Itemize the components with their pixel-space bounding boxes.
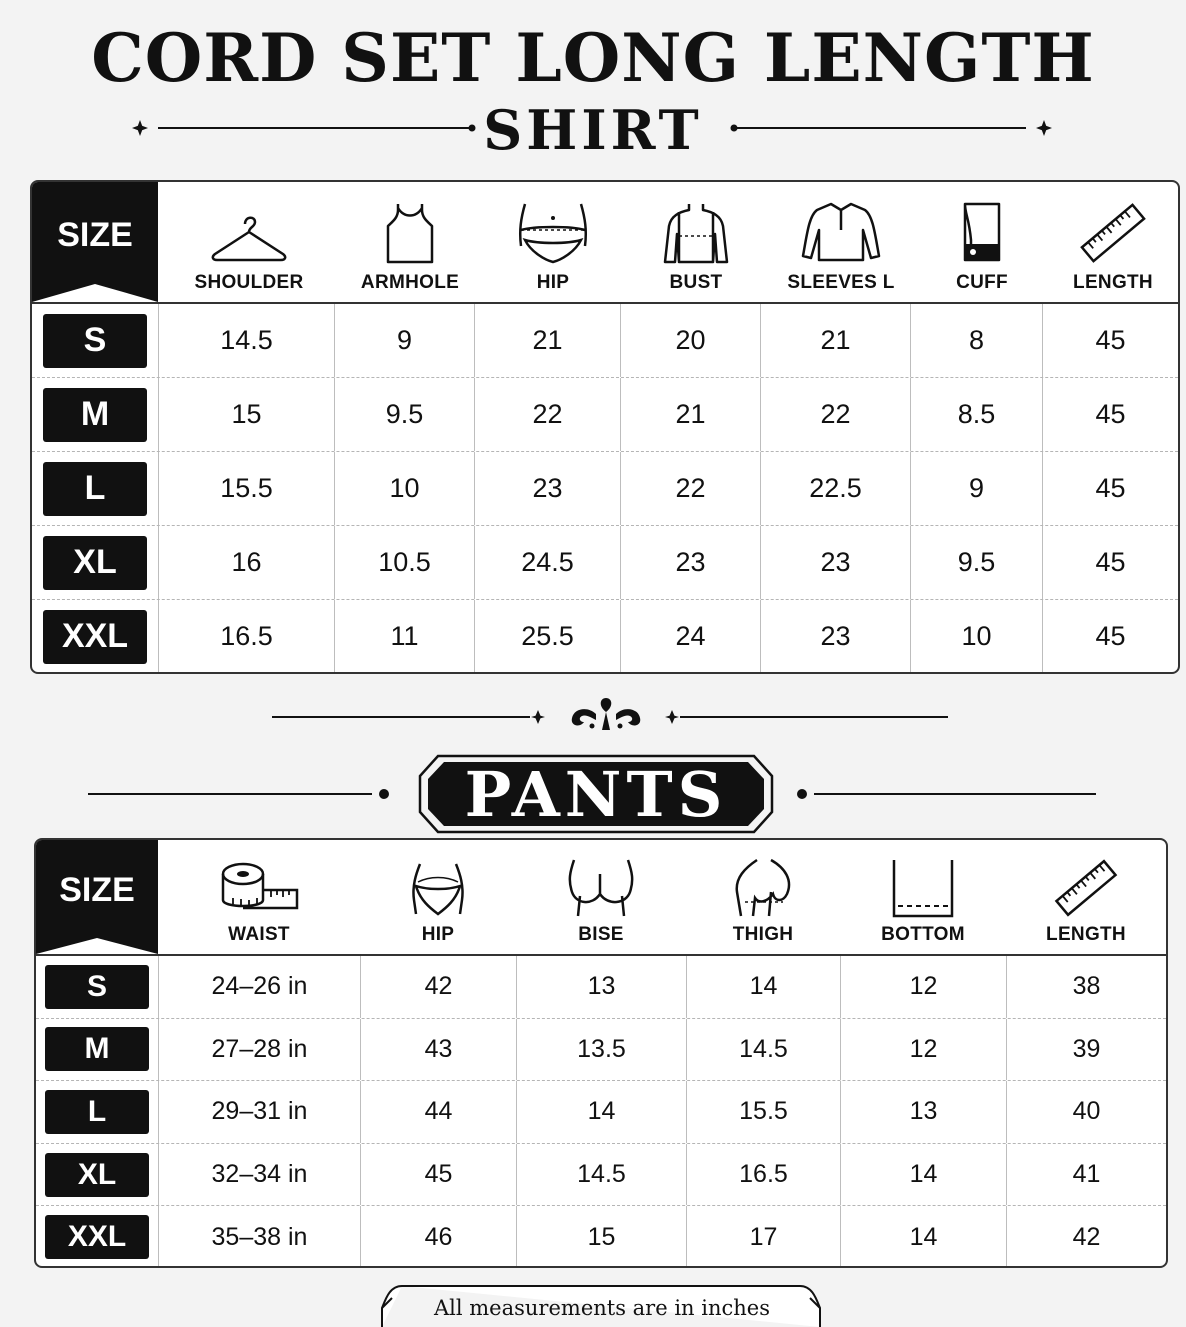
table-cell: 23 [474, 452, 620, 525]
table-cell: 35–38 in [158, 1206, 360, 1268]
table-cell: 16.5 [158, 600, 334, 673]
table-cell: 45 [1042, 526, 1178, 599]
size-badge: S [43, 314, 147, 368]
table-cell: 20 [620, 304, 760, 377]
table-row [36, 956, 1166, 1018]
table-row [32, 451, 1178, 525]
table-cell: 38 [1006, 956, 1166, 1018]
table-cell: 10.5 [334, 526, 474, 599]
pants-col-waist: WAIST [158, 840, 360, 954]
table-cell: 39 [1006, 1019, 1166, 1081]
table-cell: 22 [760, 378, 910, 451]
table-cell: 42 [1006, 1206, 1166, 1268]
bottom-hem-icon [888, 858, 958, 918]
table-cell: 13 [840, 1081, 1006, 1143]
pants-size-table [34, 838, 1168, 1268]
table-cell: 23 [620, 526, 760, 599]
table-cell: 11 [334, 600, 474, 673]
table-cell: 15.5 [158, 452, 334, 525]
table-cell: 9 [334, 304, 474, 377]
pants-col-thigh: THIGH [686, 840, 840, 954]
table-cell: 14 [840, 1206, 1006, 1268]
table-cell: 9.5 [334, 378, 474, 451]
table-cell: 23 [760, 526, 910, 599]
pants-title: PANTS [464, 757, 728, 831]
table-cell: 21 [620, 378, 760, 451]
table-row [36, 1143, 1166, 1206]
shirt-subtitle: SHIRT [483, 98, 703, 162]
table-cell: 22.5 [760, 452, 910, 525]
table-cell: 40 [1006, 1081, 1166, 1143]
table-row [36, 1018, 1166, 1081]
size-badge: L [45, 1090, 149, 1134]
table-row [32, 377, 1178, 451]
ruler-icon [1078, 200, 1148, 266]
table-cell: 21 [474, 304, 620, 377]
table-cell: 43 [360, 1019, 516, 1081]
table-cell: 14 [840, 1144, 1006, 1206]
table-cell: 14.5 [158, 304, 334, 377]
table-cell: 14.5 [516, 1144, 686, 1206]
table-cell: 14 [516, 1081, 686, 1143]
table-row [36, 1205, 1166, 1268]
table-cell: 25.5 [474, 600, 620, 673]
table-cell: 12 [840, 1019, 1006, 1081]
table-row [32, 304, 1178, 377]
table-cell: 16.5 [686, 1144, 840, 1206]
table-cell: 8.5 [910, 378, 1042, 451]
table-cell: 24.5 [474, 526, 620, 599]
pants-size-header: SIZE [36, 840, 158, 954]
table-row [32, 525, 1178, 599]
table-cell: 12 [840, 956, 1006, 1018]
table-cell: 23 [760, 600, 910, 673]
table-cell: 24 [620, 600, 760, 673]
table-cell: 45 [1042, 378, 1178, 451]
shirt-col-cuff: CUFF [916, 182, 1048, 302]
table-cell: 21 [760, 304, 910, 377]
table-cell: 45 [1042, 452, 1178, 525]
table-cell: 15.5 [686, 1081, 840, 1143]
tank-top-icon [380, 200, 440, 266]
table-cell: 16 [158, 526, 334, 599]
size-badge: XL [45, 1153, 149, 1197]
table-cell: 41 [1006, 1144, 1166, 1206]
table-cell: 13.5 [516, 1019, 686, 1081]
table-cell: 14.5 [686, 1019, 840, 1081]
hanger-icon [209, 204, 289, 266]
table-cell: 22 [474, 378, 620, 451]
seat-icon [566, 858, 636, 918]
ornament-divider [0, 690, 1186, 746]
table-row [32, 599, 1178, 673]
cuff-icon [957, 200, 1007, 266]
table-cell: 45 [360, 1144, 516, 1206]
shirt-col-shoulder: SHOULDER [158, 182, 340, 302]
table-cell: 24–26 in [158, 956, 360, 1018]
pants-col-bise: BISE [516, 840, 686, 954]
shirt-col-hip: HIP [480, 182, 626, 302]
size-badge: S [45, 965, 149, 1009]
pants-table-body [36, 956, 1166, 1268]
page-title: CORD SET LONG LENGTH [91, 19, 1095, 97]
table-cell: 27–28 in [158, 1019, 360, 1081]
shirt-size-header: SIZE [32, 182, 158, 302]
table-cell: 44 [360, 1081, 516, 1143]
size-badge: M [43, 388, 147, 442]
footer-note: All measurements are in inches [434, 1296, 770, 1320]
table-cell: 15 [516, 1206, 686, 1268]
table-cell: 8 [910, 304, 1042, 377]
shirt-col-bust: BUST [626, 182, 766, 302]
table-cell: 46 [360, 1206, 516, 1268]
thigh-icon [731, 858, 795, 918]
table-cell: 45 [1042, 304, 1178, 377]
bust-icon [661, 200, 731, 266]
table-cell: 13 [516, 956, 686, 1018]
shirt-col-length: LENGTH [1048, 182, 1178, 302]
measuring-tape-icon [219, 860, 299, 918]
pants-col-length: LENGTH [1006, 840, 1166, 954]
ruler-icon [1053, 858, 1119, 918]
table-cell: 9 [910, 452, 1042, 525]
table-cell: 14 [686, 956, 840, 1018]
size-badge: XL [43, 536, 147, 590]
shirt-col-armhole: ARMHOLE [340, 182, 480, 302]
table-cell: 17 [686, 1206, 840, 1268]
table-cell: 42 [360, 956, 516, 1018]
table-cell: 10 [910, 600, 1042, 673]
long-sleeve-shirt-icon [801, 200, 881, 266]
table-cell: 32–34 in [158, 1144, 360, 1206]
shirt-size-table [30, 180, 1180, 674]
pants-col-hip: HIP [360, 840, 516, 954]
shirt-col-sleeves: SLEEVES L [766, 182, 916, 302]
table-row [36, 1080, 1166, 1143]
size-badge: M [45, 1027, 149, 1071]
size-badge: XXL [43, 610, 147, 664]
shirt-table-body [32, 304, 1178, 673]
size-badge: L [43, 462, 147, 516]
table-cell: 22 [620, 452, 760, 525]
size-badge: XXL [45, 1215, 149, 1259]
hip-icon [515, 200, 591, 266]
pants-col-bottom: BOTTOM [840, 840, 1006, 954]
table-cell: 9.5 [910, 526, 1042, 599]
hip-icon [408, 860, 468, 918]
table-cell: 15 [158, 378, 334, 451]
table-cell: 10 [334, 452, 474, 525]
table-cell: 45 [1042, 600, 1178, 673]
table-cell: 29–31 in [158, 1081, 360, 1143]
